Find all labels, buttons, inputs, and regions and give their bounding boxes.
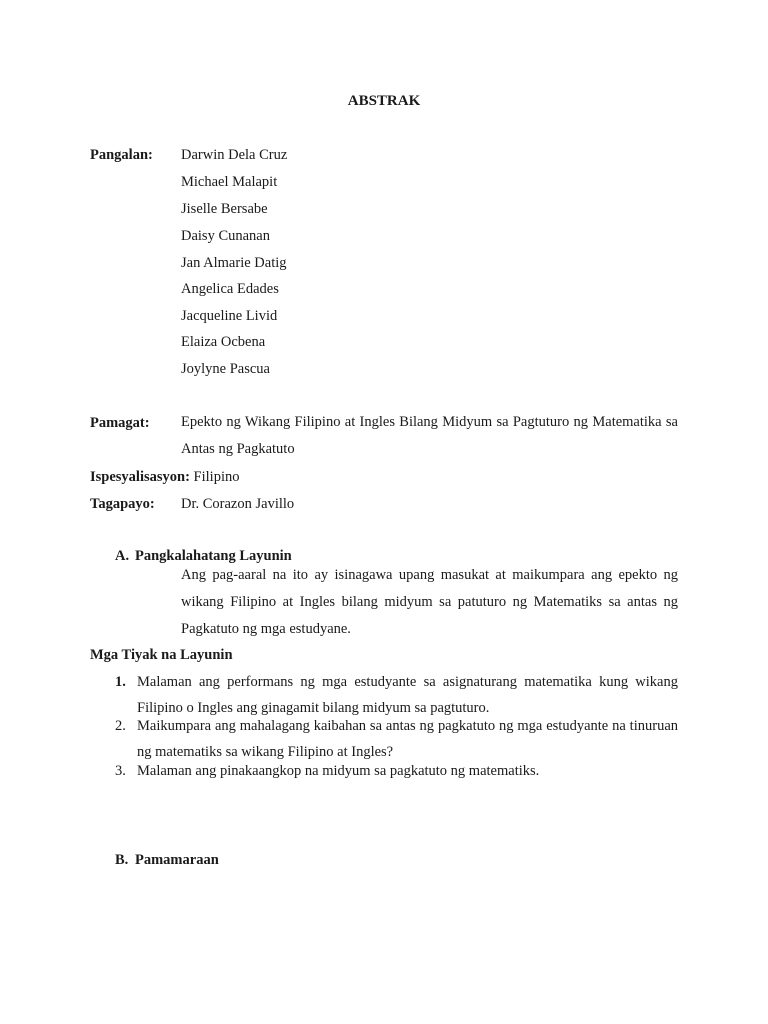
list-item-number: 1. [115,674,126,690]
section-a-heading: Pangkalahatang Layunin [135,548,292,564]
author-name: Elaiza Ocbena [181,334,266,350]
ispesyalisasyon-row [90,469,239,486]
section-b-heading: Pamamaraan [135,852,219,868]
list-item-number: 2. [115,718,126,734]
list-item-text: Malaman ang performans ng mga estudyante sa asignaturang matematika kung wikang Filipino o Ingles ang ginagamit bilang midyum sa pagtuturo. [137,674,678,716]
list-item-text: Maikumpara ang mahalagang kaibahan sa antas ng pagkatuto ng mga estudyante na tinuruan ng matematiks sa wikang Filipino at Ingles? [137,718,678,760]
ispesyalisasyon-label: Ispesyalisasyon: [90,469,190,485]
author-name: Darwin Dela Cruz [181,147,288,163]
section-a-letter: A. [115,548,130,564]
author-name: Jacqueline Livid [181,308,278,324]
section-b-letter: B. [115,852,129,868]
author-name: Angelica Edades [181,281,279,297]
section-a-body: Ang pag-aaral na ito ay isinagawa upang masukat at maikumpara ang epekto ng wikang Filipino at Ingles bilang midyum sa patuturo ng Matematiks sa antas ng Pagkatuto ng mga estudyane. [181,567,678,637]
list-item-number: 3. [115,763,126,779]
page-title: ABSTRAK [347,93,421,109]
pamagat-label: Pamagat: [90,415,150,431]
tagapayo-value: Dr. Corazon Javillo [181,496,295,512]
author-name: Joylyne Pascua [181,361,270,377]
author-name: Jan Almarie Datig [181,255,287,271]
list-item-text: Malaman ang pinakaangkop na midyum sa pagkatuto ng matematiks. [137,763,540,779]
tagapayo-label: Tagapayo: [90,496,155,512]
author-name: Jiselle Bersabe [181,201,268,217]
author-name: Daisy Cunanan [181,228,270,244]
tiyak-heading: Mga Tiyak na Layunin [90,647,233,663]
ispesyalisasyon-value: Filipino [193,469,240,485]
pangalan-label: Pangalan: [90,147,153,163]
author-name: Michael Malapit [181,174,278,190]
pamagat-value: Epekto ng Wikang Filipino at Ingles Bilang Midyum sa Pagtuturo ng Matematika sa Antas ng Pagkatuto [181,414,678,457]
